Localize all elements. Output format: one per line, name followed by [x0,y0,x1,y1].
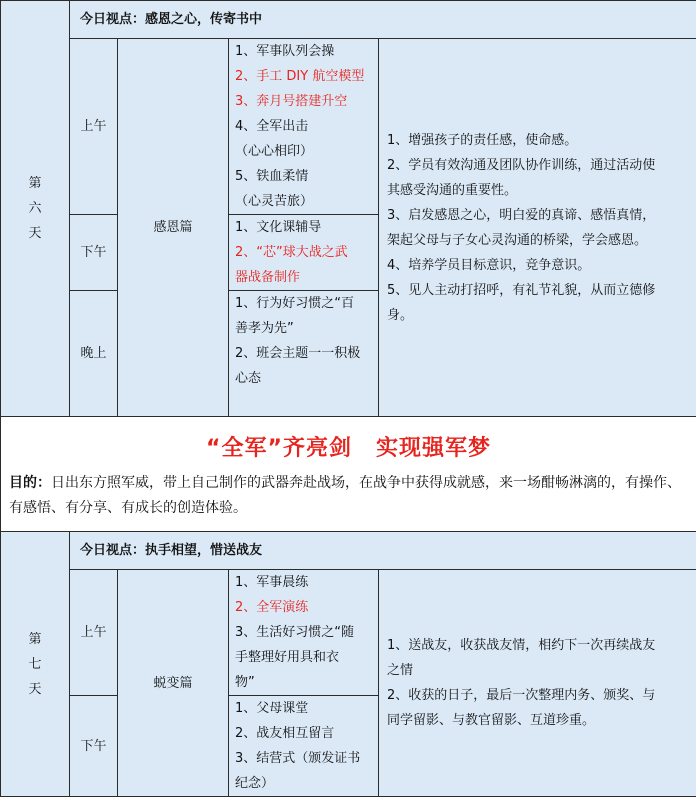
day7-period-morning: 上午 [70,570,118,696]
activity-line: 物” [235,670,374,695]
goal-line: 身。 [387,303,688,328]
day6-afternoon-activities [229,215,379,291]
activity-line: 4、全军出击 [235,114,374,139]
goal-line: 1、增强孩子的责任感，使命感。 [387,128,688,153]
activity-line: 2、手工 DIY 航空模型 [235,64,374,89]
day6-period-morning: 上午 [70,39,118,215]
goal-line: 之情 [387,658,688,683]
activity-line: 3、生活好习惯之“随 [235,620,374,645]
day6-label-char: 第 [1,171,69,196]
day6-period-evening: 晚上 [70,291,118,417]
day6-label [1,1,70,417]
day7-period-afternoon: 下午 [70,696,118,797]
activity-line: 2、战友相互留言 [235,721,374,746]
day7-morning-activities [229,570,379,696]
banner-title-left: “全军”齐亮剑 [206,436,352,461]
goal-line: 3、启发感恩之心，明白爱的真谛、感悟真情， [387,203,688,228]
activity-line: 1、行为好习惯之“百 [235,291,374,316]
activity-line: 1、父母课堂 [235,696,374,721]
day7-goals [379,570,696,797]
theme-banner [1,417,696,532]
goal-line: 2、收获的日子，最后一次整理内务、颁奖、与 [387,683,688,708]
activity-line: 2、班会主题一一积极 [235,341,374,366]
activity-line: 1、军事晨练 [235,570,374,595]
day7-label-char: 天 [1,677,69,702]
activity-line: 器战备制作 [235,265,374,290]
activity-line: 2、“芯”球大战之武 [235,240,374,265]
activity-line: 3、奔月号搭建升空 [235,89,374,114]
goal-line: 其感受沟通的重要性。 [387,178,688,203]
goal-line: 2、学员有效沟通及团队协作训练，通过活动使 [387,153,688,178]
day6-label-char: 天 [1,221,69,246]
day6-theme: 感恩篇 [118,39,229,417]
day7-viewpoint: 今日视点：执手相望，惜送战友 [70,532,696,570]
activity-line: 纪念） [235,771,374,796]
goal-line: 1、送战友，收获战友情，相约下一次再续战友 [387,633,688,658]
banner-title [9,435,688,463]
day6-viewpoint: 今日视点：感恩之心，传寄书中 [70,1,696,39]
activity-line: 1、军事队列会操 [235,39,374,64]
goal-line: 4、培养学员目标意识，竞争意识。 [387,253,688,278]
banner-purpose [9,471,688,521]
banner-title-right: 实现强军梦 [376,436,491,461]
activity-line: 1、文化课辅导 [235,215,374,240]
goal-line: 5、见人主动打招呼，有礼节礼貌，从而立德修 [387,278,688,303]
day6-evening-activities [229,291,379,417]
day7-label-char: 第 [1,627,69,652]
day6-period-afternoon: 下午 [70,215,118,291]
activity-line: （心心相印） [235,139,374,164]
day6-morning-activities [229,39,379,215]
activity-line: 善孝为先” [235,316,374,341]
goal-line: 架起父母与子女心灵沟通的桥梁，学会感恩。 [387,228,688,253]
purpose-label: 目的： [9,475,51,491]
goal-line: 同学留影、与教官留影、互道珍重。 [387,708,688,733]
day7-label [1,532,70,797]
activity-line: 3、结营式（颁发证书 [235,746,374,771]
day7-theme: 蜕变篇 [118,570,229,797]
day7-afternoon-activities [229,696,379,797]
activity-line: 手整理好用具和衣 [235,645,374,670]
activity-line: 5、铁血柔情 [235,164,374,189]
activity-line: 2、全军演练 [235,595,374,620]
activity-line: 心态 [235,366,374,391]
day6-goals [379,39,696,417]
day7-label-char: 七 [1,652,69,677]
activity-line: （心灵苦旅） [235,189,374,214]
day6-label-char: 六 [1,196,69,221]
purpose-text: 日出东方照军威，带上自己制作的武器奔赴战场，在战争中获得成就感，来一场酣畅淋漓的，有操作、有感悟、有分享、有成长的创造体验。 [9,475,681,516]
